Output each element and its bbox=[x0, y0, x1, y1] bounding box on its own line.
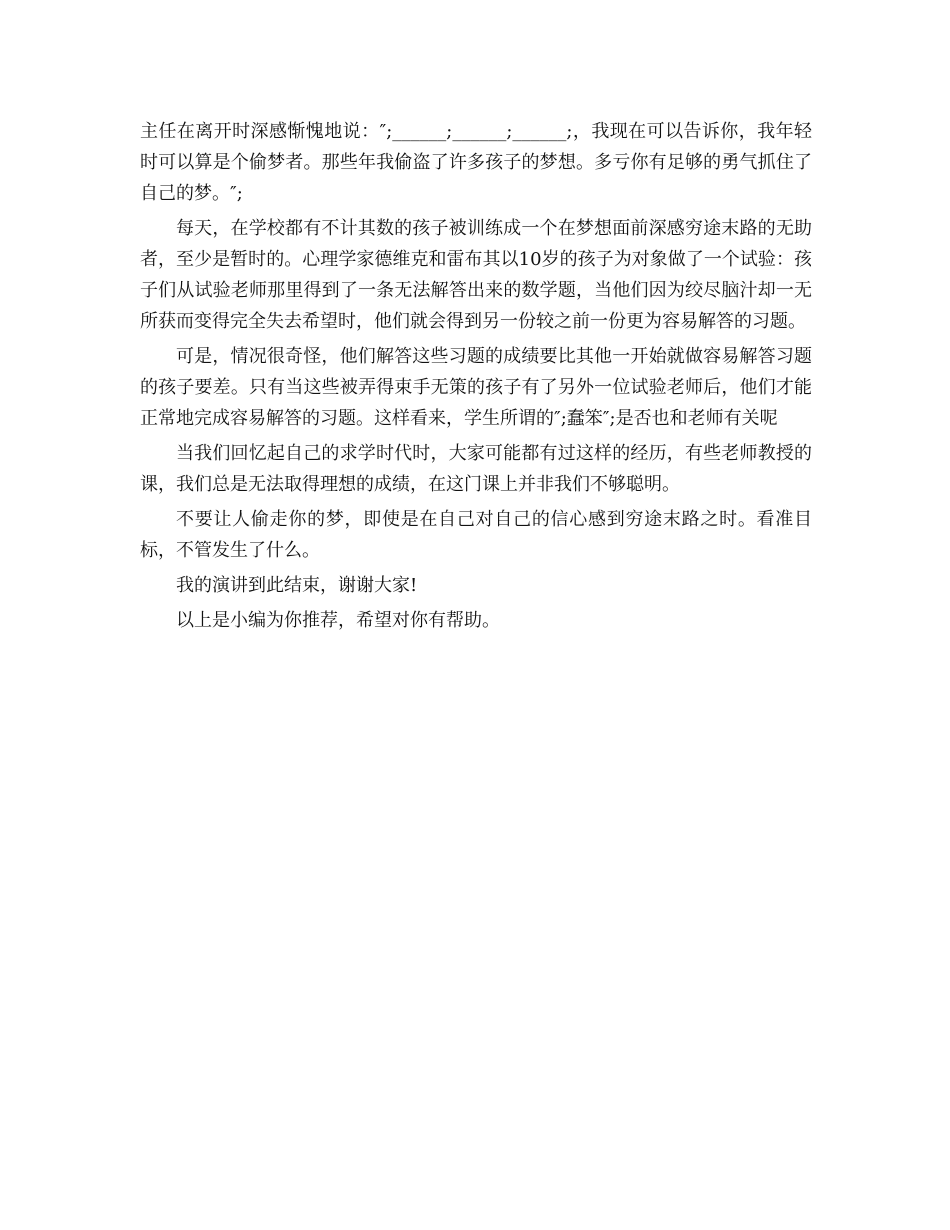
document-body bbox=[140, 116, 812, 640]
paragraph-closing: 我的演讲到此结束，谢谢大家! bbox=[176, 575, 418, 596]
paragraph-experiment: 每天，在学校都有不计其数的孩子被训练成一个在梦想面前深感穷途末路的无助者，至少是暂时的。心理学家德维克和雷布其以10岁的孩子为对象做了一个试验：孩子们从试验老师那里得到了一条无法解答出来的数学题，当他们因为绞尽脑汁却一无所获而变得完全失去希望时，他们就会得到另一份较之前一份更为容易解答的习题。 bbox=[140, 218, 812, 332]
paragraph-results: 可是，情况很奇怪，他们解答这些习题的成绩要比其他一开始就做容易解答习题的孩子要差。只有当这些被弄得束手无策的孩子有了另外一位试验老师后，他们才能正常地完成容易解答的习题。这样看来，学生所谓的″;蠢笨″;是否也和老师有关呢 bbox=[140, 346, 812, 429]
paragraph-editor-note: 以上是小编为你推荐，希望对你有帮助。 bbox=[176, 610, 500, 631]
paragraph-teacher-quote: 主任在离开时深感惭愧地说：″;______;______;______;，我现在可以告诉你，我年轻时可以算是个偷梦者。那些年我偷盗了许多孩子的梦想。多亏你有足够的勇气抓住了自己的梦。″; bbox=[140, 121, 812, 204]
paragraph-memories: 当我们回忆起自己的求学时代时，大家可能都有过这样的经历，有些老师教授的课，我们总是无法取得理想的成绩，在这门课上并非我们不够聪明。 bbox=[140, 443, 812, 495]
paragraph-advice: 不要让人偷走你的梦，即使是在自己对自己的信心感到穷途末路之时。看准目标，不管发生了什么。 bbox=[140, 509, 812, 561]
